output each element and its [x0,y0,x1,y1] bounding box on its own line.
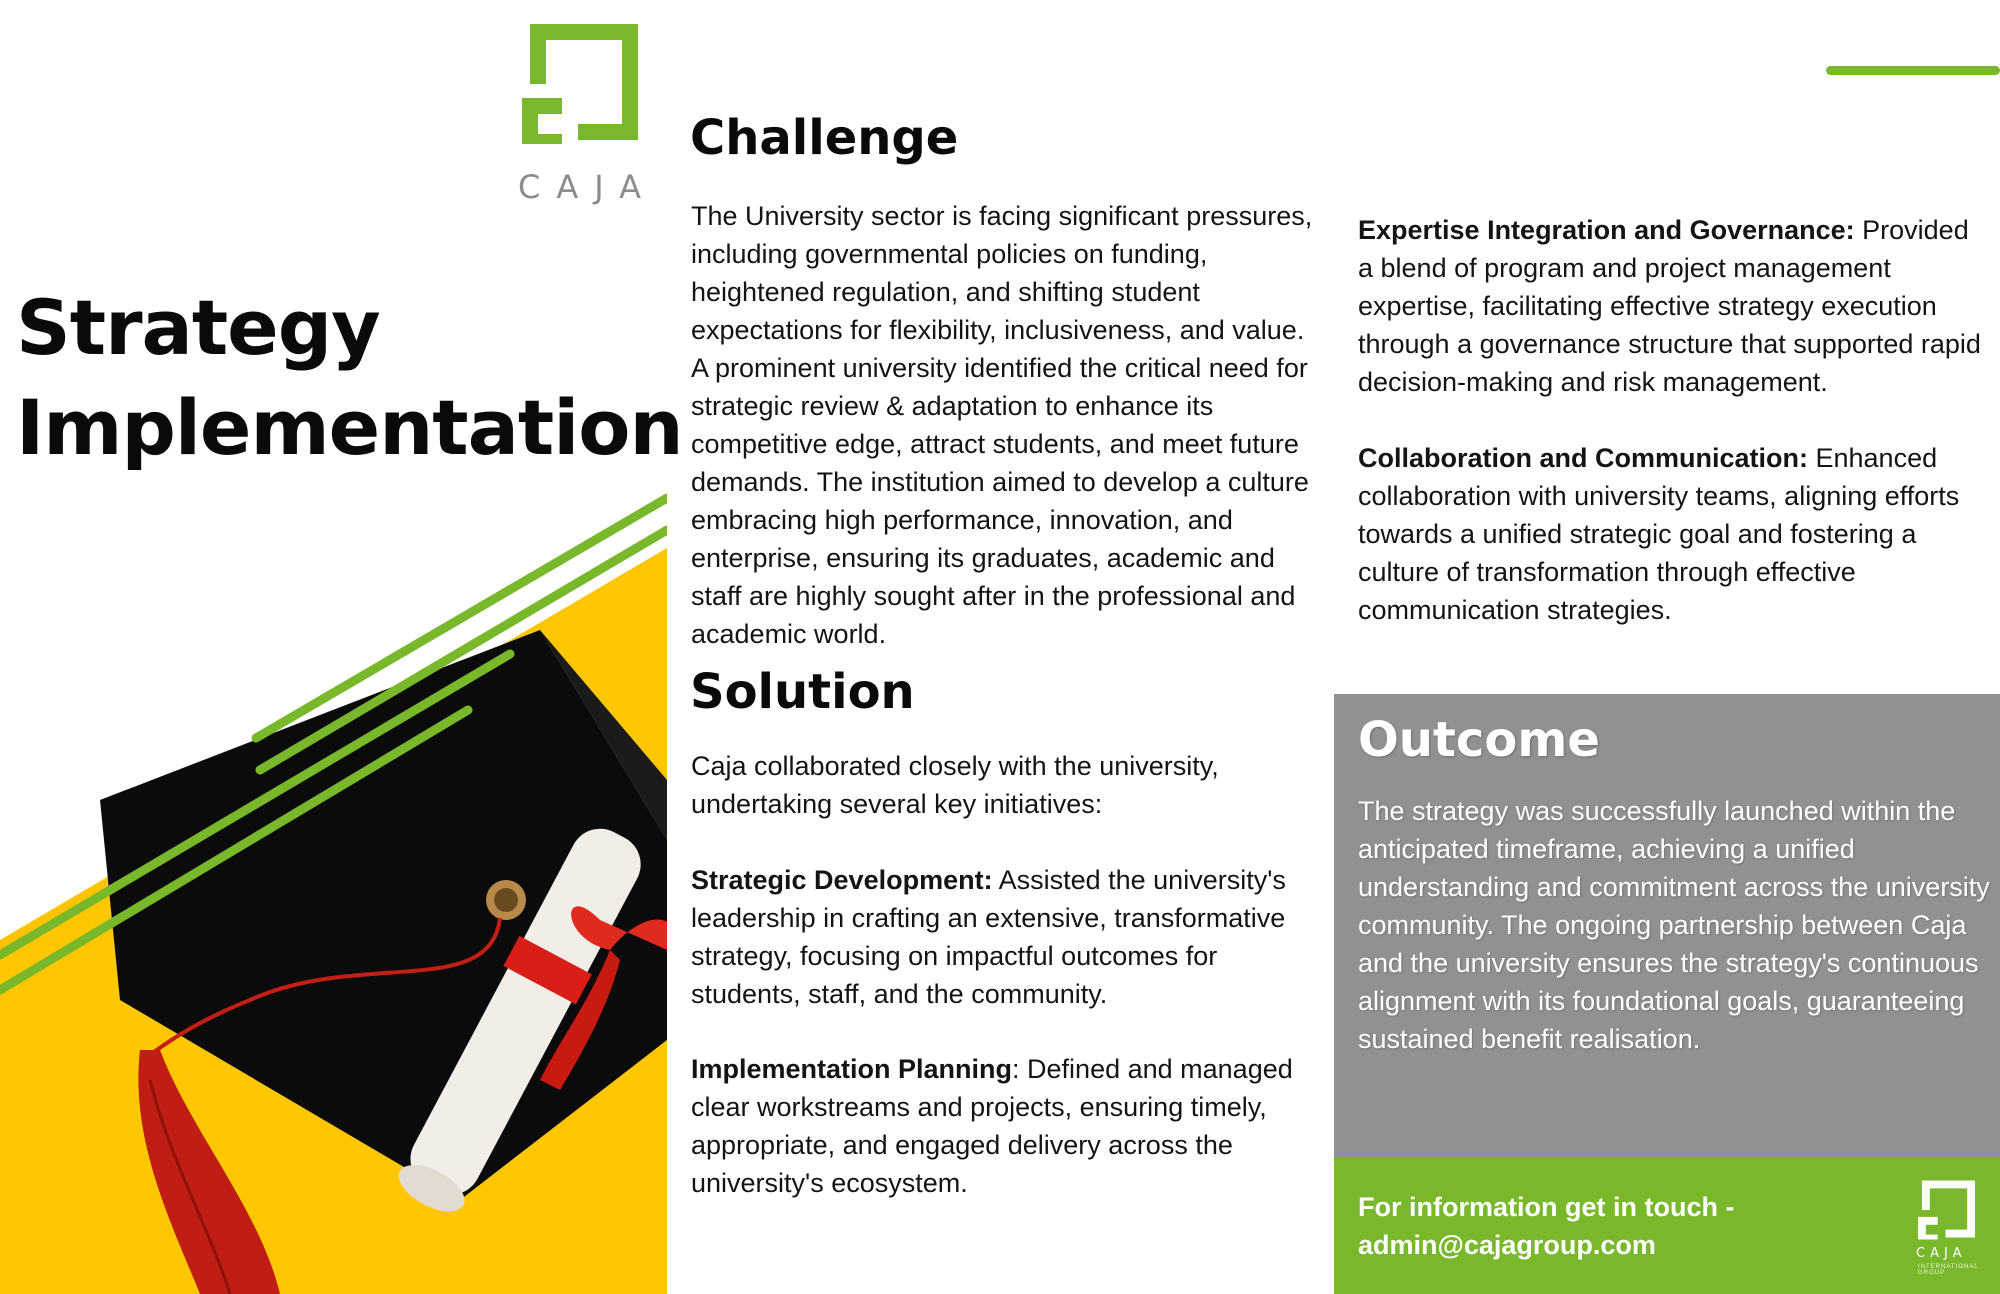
expertise-governance-text: Provided a blend of program and project management expertise, facilitating effective strategy execution through a governance structure that supported rapid decision-making and risk management. [1358,215,1981,397]
strategic-development-label: Strategic Development: [691,865,993,895]
implementation-planning-label: Implementation Planning [691,1054,1013,1084]
contact-email-link[interactable]: admin@cajagroup.com [1358,1230,1656,1260]
challenge-paragraph: The University sector is facing significant pressures, including governmental policies on funding, heightened regulation, and shifting student expectations for flexibility, inclusiveness, and value. A prominent university identified the critical need for strategic review & adaptation to enhance its competitive edge, attract students, and meet future demands. The institution aimed to develop a culture embracing high performance, innovation, and enterprise, ensuring its graduates, academic and staff are highly sought after in the professional and academic world. [691,201,1313,649]
solution-intro: Caja collaborated closely with the university, undertaking several key initiatives: [691,751,1219,819]
expertise-governance-label: Expertise Integration and Governance: [1358,215,1855,245]
outcome-paragraph: The strategy was successfully launched within the anticipated timeframe, achieving a unified understanding and commitment across the university community. The ongoing partnership between Caja and the university ensures the strategy's continuous alignment with its foundational goals, guaranteeing sustained benefit realisation. [1358,796,1990,1054]
contact-text [1358,1188,1778,1264]
title-line-2: Implementation [16,383,683,472]
collaboration-communication-label: Collaboration and Communication: [1358,443,1808,473]
solution-heading: Solution [690,664,915,720]
collaboration-communication-text: Enhanced collaboration with university teams, aligning efforts towards a unified strategic goal and fostering a culture of transformation through effective communication strategies. [1358,443,1960,625]
collaboration-communication-item [1358,439,1988,629]
implementation-planning-text: : Defined and managed clear workstreams and projects, ensuring timely, appropriate, and engaged delivery across the university's ecosystem. [691,1054,1293,1198]
implementation-planning-item [691,1050,1321,1202]
page-title [16,278,683,478]
expertise-governance-item [1358,211,1988,401]
logo-wordmark: CAJA [518,168,657,206]
caja-mini-logo-icon [1916,1178,1978,1240]
graduation-cap-photo [0,480,667,1294]
challenge-heading: Challenge [690,110,959,166]
caja-logo-icon [518,20,644,144]
mini-logo-subtitle: INTERNATIONAL GROUP [1918,1264,1979,1276]
top-accent-rule [1826,66,2000,75]
outcome-heading: Outcome [1358,712,1600,768]
contact-line: For information get in touch - [1358,1192,1735,1222]
title-line-1: Strategy [16,283,380,372]
mini-logo-wordmark: CAJA [1916,1246,1967,1261]
strategic-development-item [691,861,1321,1013]
strategic-development-text: Assisted the university's leadership in crafting an extensive, transformative strategy, focusing on impactful outcomes for students, staff, and the community. [691,865,1286,1009]
